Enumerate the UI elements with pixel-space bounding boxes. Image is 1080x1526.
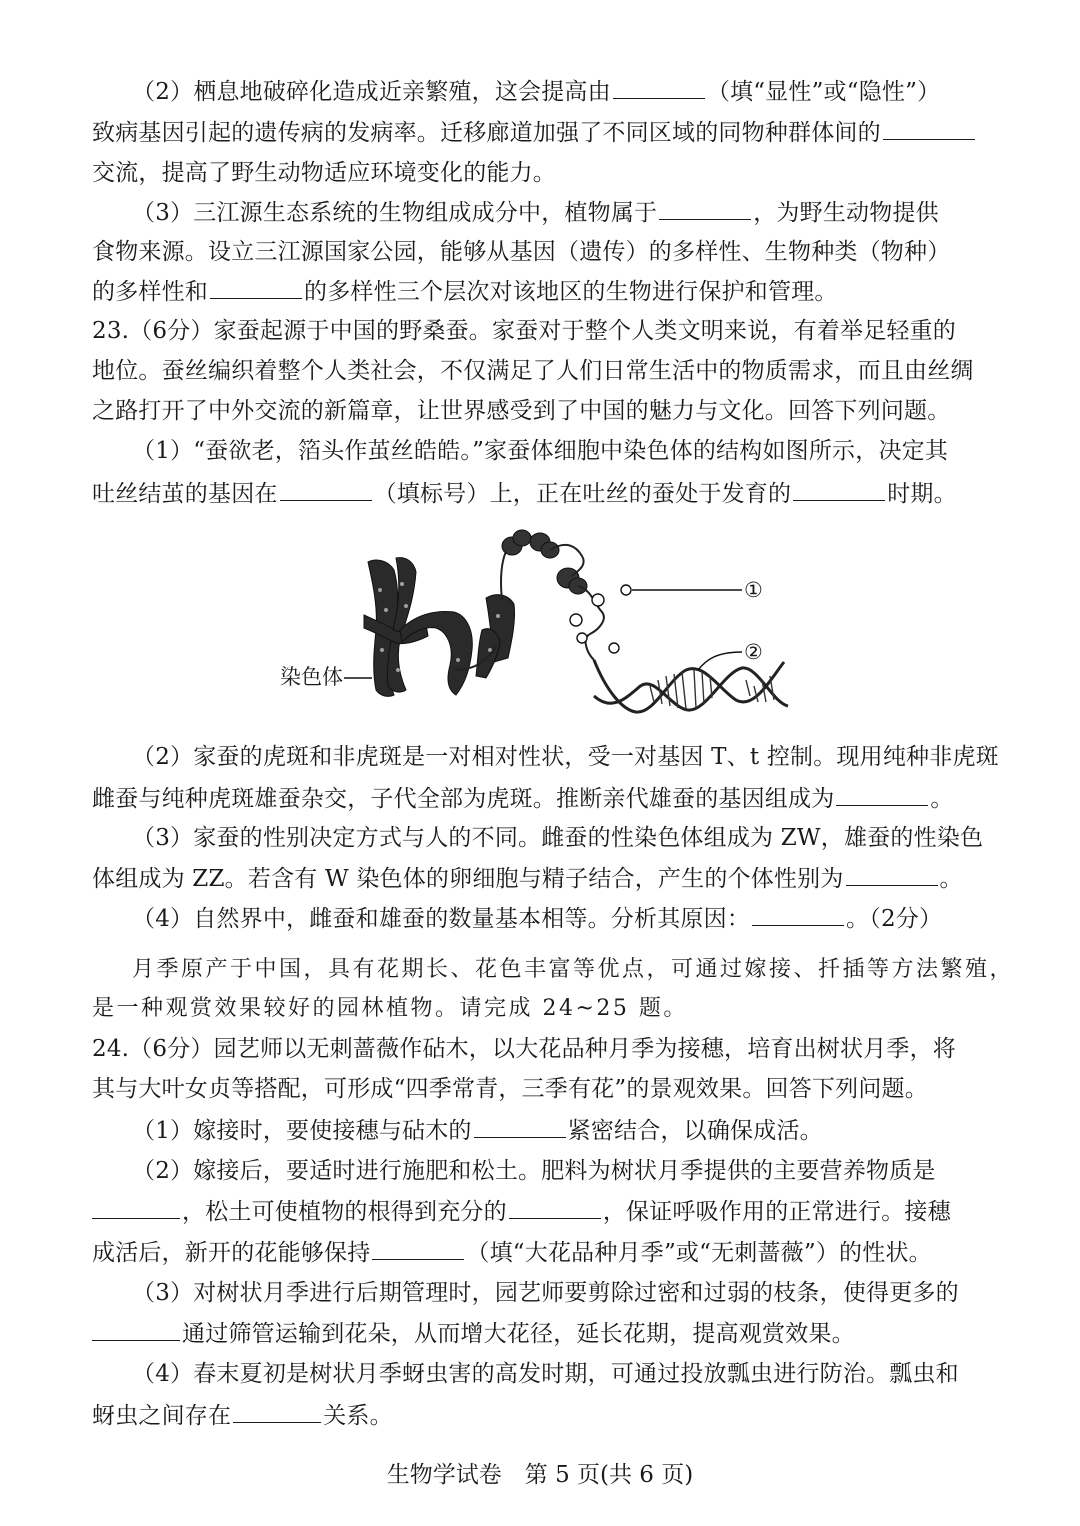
answer-blank[interactable] [836, 783, 928, 806]
q23-stem-line1: 23.（6分）家蚕起源于中国的野桑蚕。家蚕对于整个人类文明来说，有着举足轻重的 [92, 318, 957, 344]
answer-blank[interactable] [233, 1400, 321, 1423]
chromosome-figure [276, 520, 796, 735]
q24-p2-line2: ，松土可使植物的根得到充分的 ，保证呼吸作用的正常进行。接穗 [92, 1196, 951, 1227]
answer-blank[interactable] [659, 197, 751, 220]
q23-p3-line2: 体组成为 ZZ。若含有 W 染色体的卵细胞与精子结合，产生的个体性别为 。 [92, 863, 963, 894]
q23-p1-line1: （1）“蚕欲老，箔头作茧丝皓皓。”家蚕体细胞中染色体的结构如图所示，决定其 [132, 438, 949, 464]
q23-p2-line1: （2）家蚕的虎斑和非虎斑是一对相对性状，受一对基因 T、t 控制。现用纯种非虎斑 [132, 744, 999, 770]
answer-blank[interactable] [92, 1196, 180, 1219]
answer-blank[interactable] [92, 1318, 180, 1341]
q22-p3-line2: 食物来源。设立三江源国家公园，能够从基因（遗传）的多样性、生物种类（物种） [92, 239, 951, 265]
figure-label-1: ① [744, 578, 763, 602]
answer-blank[interactable] [210, 276, 302, 299]
answer-blank[interactable] [846, 863, 938, 886]
q23-stem-line2: 地位。蚕丝编织着整个人类社会，不仅满足了人们日常生活中的物质需求，而且由丝绸 [92, 358, 974, 384]
figure-label-2: ② [744, 640, 763, 664]
intro-line1: 月季原产于中国，具有花期长、花色丰富等优点，可通过嫁接、扦插等方法繁殖， [132, 957, 1015, 982]
answer-blank[interactable] [280, 478, 372, 501]
q22-p3-line3: 的多样性和 的多样性三个层次对该地区的生物进行保护和管理。 [92, 276, 838, 307]
q24-p4-line2: 蚜虫之间存在 关系。 [92, 1400, 393, 1431]
answer-blank[interactable] [752, 903, 844, 926]
answer-blank[interactable] [372, 1237, 464, 1260]
answer-blank[interactable] [883, 117, 975, 140]
q24-p2-line1: （2）嫁接后，要适时进行施肥和松土。肥料为树状月季提供的主要营养物质是 [132, 1158, 936, 1184]
q24-p3-line2: 通过筛管运输到花朵，从而增大花径，延长花期，提高观赏效果。 [92, 1318, 855, 1349]
answer-blank[interactable] [793, 478, 885, 501]
answer-blank[interactable] [613, 76, 705, 99]
answer-blank[interactable] [474, 1115, 566, 1138]
q24-p4-line1: （4）春末夏初是树状月季蚜虫害的高发时期，可通过投放瓢虫进行防治。瓢虫和 [132, 1361, 959, 1387]
q22-p2-line2: 致病基因引起的遗传病的发病率。迁移廊道加强了不同区域的同物种群体间的 [92, 117, 977, 148]
q23-p4: （4）自然界中，雌蚕和雄蚕的数量基本相等。分析其原因： 。（2分） [132, 903, 942, 934]
answer-blank[interactable] [509, 1196, 601, 1219]
q23-p2-line2: 雌蚕与纯种虎斑雄蚕杂交，子代全部为虎斑。推断亲代雄蚕的基因组成为 。 [92, 783, 954, 814]
q24-stem-line2: 其与大叶女贞等搭配，可形成“四季常青，三季有花”的景观效果。回答下列问题。 [92, 1076, 928, 1102]
page-footer: 生物学试卷 第 5 页(共 6 页) [386, 1462, 694, 1488]
q22-p2-line1: （2）栖息地破碎化造成近亲繁殖，这会提高由 （填“显性”或“隐性”） [132, 76, 940, 107]
figure-label-chromosome: 染色体 [280, 665, 343, 689]
q22-p2-line3: 交流，提高了野生动物适应环境变化的能力。 [92, 160, 556, 186]
intro-line2: 是一种观赏效果较好的园林植物。请完成 24~25 题。 [92, 996, 688, 1021]
nucleosome-icon [502, 530, 587, 594]
q23-p3-line1: （3）家蚕的性别决定方式与人的不同。雌蚕的性染色体组成为 ZW，雄蚕的性染色 [132, 825, 984, 851]
q24-p1: （1）嫁接时，要使接穗与砧木的 紧密结合，以确保成活。 [132, 1115, 823, 1146]
q24-stem-line1: 24.（6分）园艺师以无刺蔷薇作砧木，以大花品种月季为接穗，培育出树状月季，将 [92, 1036, 957, 1062]
q24-p3-line1: （3）对树状月季进行后期管理时，园艺师要剪除过密和过弱的枝条，使得更多的 [132, 1280, 959, 1306]
chromosome-icon [364, 558, 515, 697]
chromosome-illustration [276, 520, 796, 735]
q23-p1-line2: 吐丝结茧的基因在 （填标号）上，正在吐丝的蚕处于发育的 时期。 [92, 478, 957, 509]
q22-p3-line1: （3）三江源生态系统的生物组成成分中，植物属于 ，为野生动物提供 [132, 197, 939, 228]
q23-stem-line3: 之路打开了中外交流的新篇章，让世界感受到了中国的魅力与文化。回答下列问题。 [92, 398, 951, 424]
dna-helix-icon [594, 660, 788, 712]
q24-p2-line3: 成活后，新开的花能够保持 （填“大花品种月季”或“无刺蔷薇”）的性状。 [92, 1237, 932, 1268]
